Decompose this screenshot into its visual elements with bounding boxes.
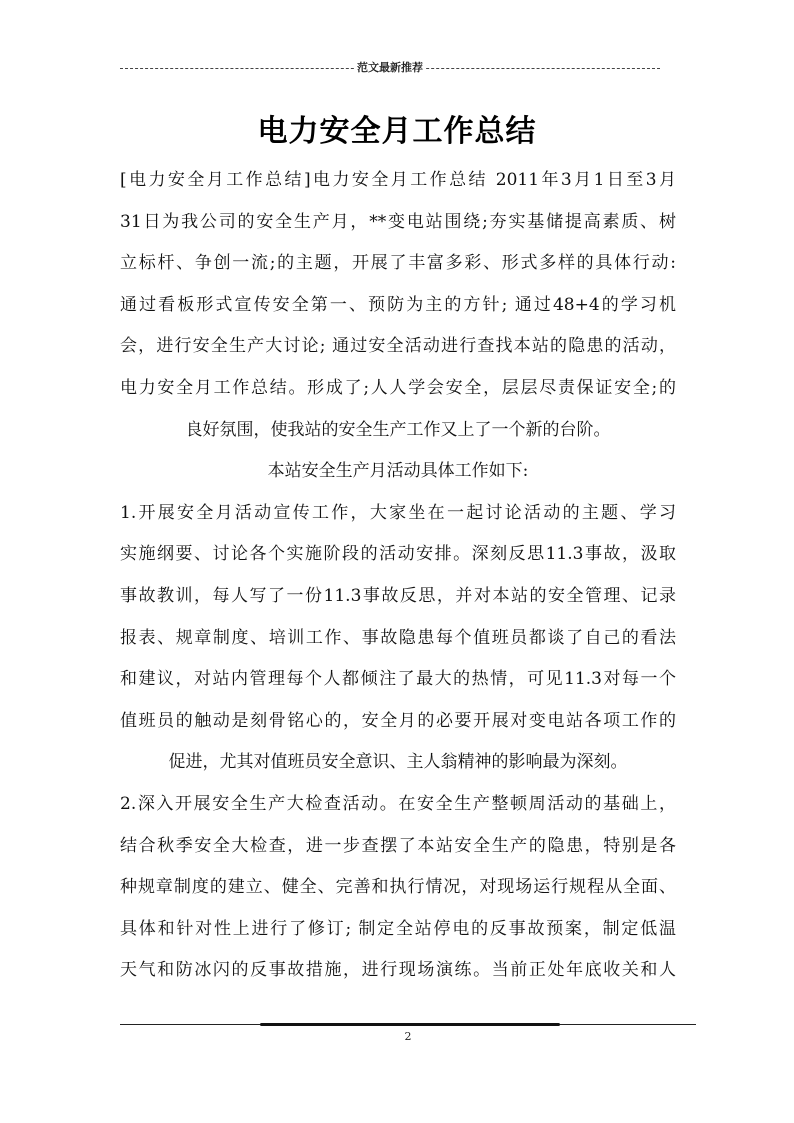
- footer-thick-rule: [260, 1023, 560, 1026]
- text-line: 报表、规章制度、培训工作、事故隐患每个值班员都谈了自己的看法: [120, 627, 676, 648]
- text-line: 2.深入开展安全生产大检查活动。在安全生产整顿周活动的基础上，: [120, 793, 676, 814]
- text-line: 会，进行安全生产大讨论; 通过安全活动进行查找本站的隐患的活动，: [120, 336, 676, 357]
- text-line: 结合秋季安全大检查，进一步查摆了本站安全生产的隐患，特别是各: [120, 835, 676, 856]
- text-line: 31日为我公司的安全生产月，**变电站围绕;夯实基储提高素质、树: [120, 211, 676, 232]
- text-line: 立标杆、争创一流;的主题，开展了丰富多彩、形式多样的具体行动:: [120, 253, 676, 274]
- text-line: 促进，尤其对值班员安全意识、主人翁精神的影响最为深刻。: [168, 752, 628, 773]
- text-line: 实施纲要、讨论各个实施阶段的活动安排。深刻反思11.3事故，汲取: [120, 544, 676, 565]
- text-line: 良好氛围，使我站的安全生产工作又上了一个新的台阶。: [185, 419, 611, 440]
- text-line: 本站安全生产月活动具体工作如下:: [267, 461, 529, 482]
- document-title: 电力安全月工作总结: [257, 114, 537, 149]
- text-line: 1.开展安全月活动宣传工作，大家坐在一起讨论活动的主题、学习: [120, 502, 676, 523]
- page-number: 2: [404, 1030, 412, 1043]
- page-footer: [120, 1018, 696, 1048]
- text-line: 事故教训，每人写了一份11.3事故反思，并对本站的安全管理、记录: [120, 585, 676, 606]
- text-line: 通过看板形式宣传安全第一、预防为主的方针; 通过48+4的学习机: [120, 294, 676, 315]
- document-body: [120, 160, 676, 992]
- header-label: 范文最新推荐: [357, 61, 423, 74]
- text-line: 种规章制度的建立、健全、完善和执行情况，对现场运行规程从全面、: [120, 877, 676, 898]
- text-line: 和建议，对站内管理每个人都倾注了最大的热情，可见11.3对每一个: [120, 669, 676, 690]
- text-line: [电力安全月工作总结]电力安全月工作总结 2011年3月1日至3月: [120, 170, 676, 190]
- page-header: [120, 60, 660, 76]
- text-line: 电力安全月工作总结。形成了;人人学会安全，层层尽责保证安全;的: [120, 377, 676, 398]
- text-line: 天气和防冰闪的反事故措施，进行现场演练。当前正处年底收关和人: [120, 960, 676, 981]
- text-line: 具体和针对性上进行了修订; 制定全站停电的反事故预案，制定低温: [120, 918, 676, 939]
- text-line: 值班员的触动是刻骨铭心的，安全月的必要开展对变电站各项工作的: [120, 710, 676, 731]
